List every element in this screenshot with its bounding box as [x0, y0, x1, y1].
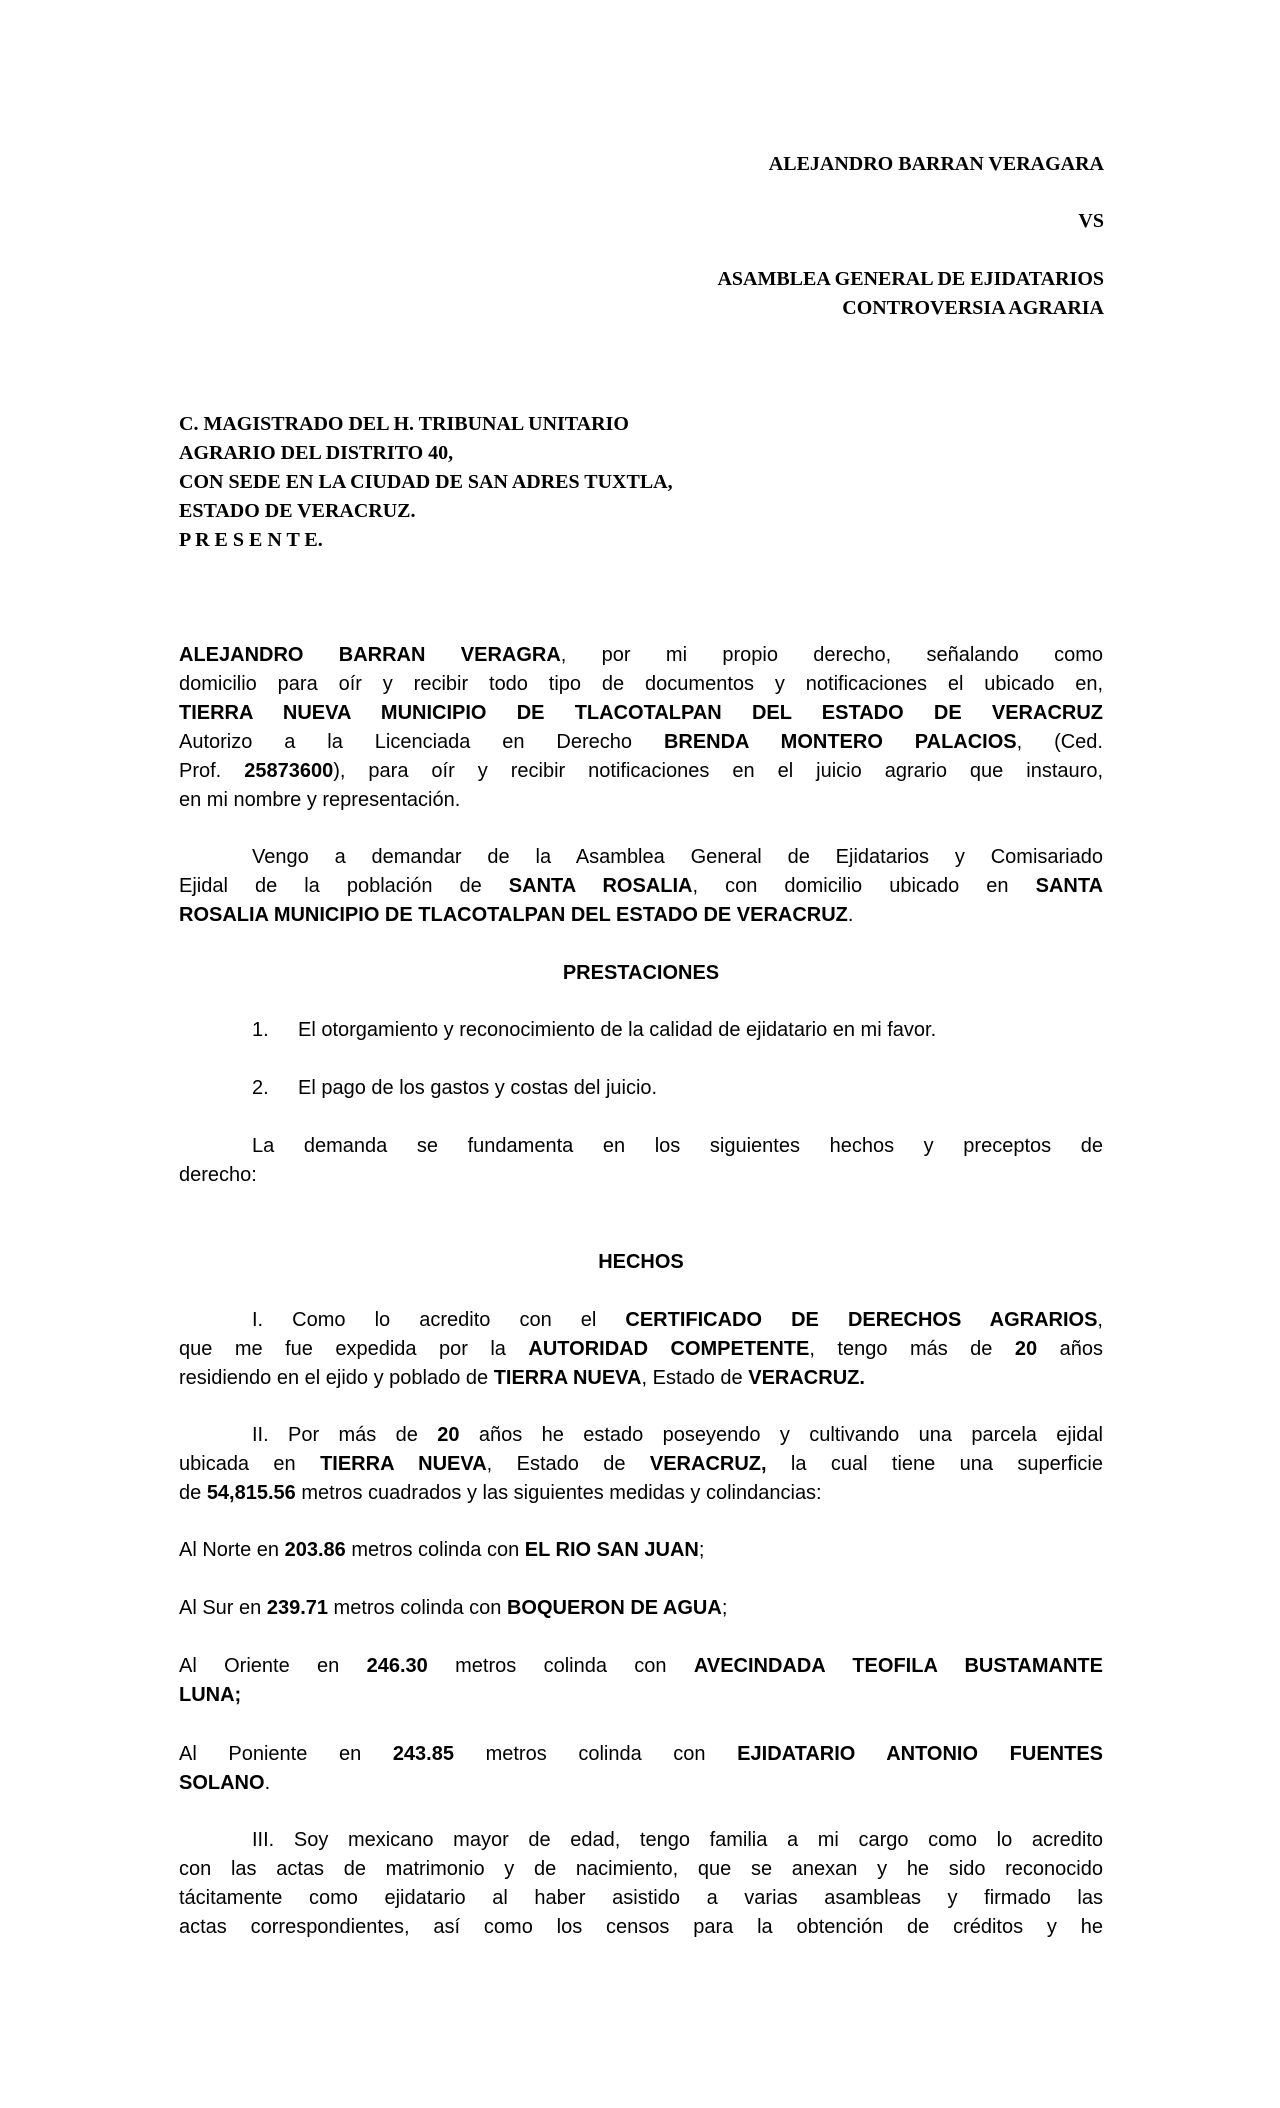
item-number: 1. — [252, 1019, 269, 1041]
text: actas correspondientes, así como los censos para la obtención de créditos y he — [179, 1916, 1103, 1938]
text-line — [179, 641, 1103, 670]
plaintiff-name: ALEJANDRO BARRAN VERAGARA — [768, 153, 1104, 175]
bold-text: VERACRUZ, — [649, 1453, 767, 1475]
bold-text: BOQUERON DE AGUA — [506, 1597, 722, 1619]
prestacion-item — [252, 1016, 936, 1045]
text: La demanda se fundamenta en los siguientes hechos y preceptos de — [252, 1135, 1103, 1157]
item-text: El otorgamiento y reconocimiento de la calidad de ejidatario en mi favor. — [298, 1019, 937, 1041]
addressee-line: C. MAGISTRADO DEL H. TRIBUNAL UNITARIO — [179, 413, 629, 435]
text: . — [847, 904, 854, 926]
text: metros colinda con — [453, 1743, 738, 1765]
demand-paragraph — [179, 843, 1103, 930]
addressee-line: CON SEDE EN LA CIUDAD DE SAN ADRES TUXTLA, — [179, 471, 673, 493]
text: ; — [698, 1539, 705, 1561]
text-line — [179, 1913, 1103, 1942]
text: metros cuadrados y las siguientes medidas y colindancias: — [295, 1482, 822, 1504]
bold-text: 239.71 — [266, 1597, 328, 1619]
text: metros colinda con — [345, 1539, 525, 1561]
text: I. Como lo acredito con el — [252, 1309, 626, 1331]
text-line — [179, 1594, 1103, 1623]
text-line — [179, 786, 1103, 815]
defendant-name: ASAMBLEA GENERAL DE EJIDATARIOS — [717, 268, 1104, 290]
text: residiendo en el ejido y poblado de — [179, 1367, 494, 1389]
text: metros colinda con — [328, 1597, 507, 1619]
text: de — [179, 1482, 207, 1504]
text-line — [179, 757, 1103, 786]
text-line — [179, 1479, 1103, 1508]
text: , tengo más de — [809, 1338, 1015, 1360]
boundary-north — [179, 1536, 1103, 1565]
bold-text: ROSALIA MUNICIPIO DE TLACOTALPAN DEL ESTADO DE VERACRUZ — [179, 904, 848, 926]
hechos-title: HECHOS — [598, 1251, 684, 1273]
bold-text: 20 — [1014, 1338, 1038, 1360]
text-line — [179, 1740, 1103, 1769]
text: , Estado de — [486, 1453, 650, 1475]
bold-text: SANTA ROSALIA — [508, 875, 693, 897]
text-line — [179, 1681, 1103, 1710]
text: en mi nombre y representación. — [179, 789, 461, 811]
text: , por mi propio derecho, señalando como — [560, 644, 1103, 666]
text-line — [179, 1652, 1103, 1681]
text: metros colinda con — [427, 1655, 694, 1677]
bold-text: 20 — [437, 1424, 460, 1446]
presente-line: P R E S E N T E. — [179, 529, 323, 551]
hecho-3-paragraph — [179, 1826, 1103, 1942]
bold-text: ALEJANDRO BARRAN VERAGRA — [179, 644, 561, 666]
boundary-east — [179, 1652, 1103, 1710]
text-line — [179, 1132, 1103, 1161]
text-line — [179, 1826, 1103, 1855]
text-line — [179, 872, 1103, 901]
bold-text: 246.30 — [366, 1655, 428, 1677]
boundary-south — [179, 1594, 1103, 1623]
addressee-line: AGRARIO DEL DISTRITO 40, — [179, 442, 454, 464]
text: , — [1097, 1309, 1103, 1331]
boundary-west — [179, 1740, 1103, 1798]
text-line — [179, 1450, 1103, 1479]
text-line — [179, 1306, 1103, 1335]
prestaciones-heading — [179, 959, 1103, 988]
bold-text: SANTA — [1035, 875, 1104, 897]
bold-text: TIERRA NUEVA MUNICIPIO DE TLACOTALPAN DEL ESTADO DE VERACRUZ — [179, 702, 1103, 724]
bold-text: TIERRA NUEVA — [493, 1367, 642, 1389]
text: II. Por más de — [252, 1424, 438, 1446]
bold-text: EJIDATARIO ANTONIO FUENTES — [737, 1743, 1103, 1765]
text-line — [179, 843, 1103, 872]
text: ubicada en — [179, 1453, 321, 1475]
text: Vengo a demandar de la Asamblea General de Ejidatarios y Comisariado — [252, 846, 1103, 868]
text: III. Soy mexicano mayor de edad, tengo familia a mi cargo como lo acredito — [252, 1829, 1103, 1851]
text: Al Oriente en — [179, 1655, 367, 1677]
intro-paragraph — [179, 641, 1103, 815]
text: Al Sur en — [179, 1597, 267, 1619]
case-type: CONTROVERSIA AGRARIA — [842, 297, 1104, 319]
text-line — [179, 901, 1103, 930]
text: , con domicilio ubicado en — [692, 875, 1036, 897]
text: ; — [721, 1597, 728, 1619]
item-text: El pago de los gastos y costas del juicio. — [298, 1077, 658, 1099]
text-line — [179, 1161, 1103, 1190]
text-line — [179, 1421, 1103, 1450]
addressee-line: ESTADO DE VERACRUZ. — [179, 500, 416, 522]
prestaciones-title: PRESTACIONES — [562, 962, 720, 984]
bold-text: 54,815.56 — [206, 1482, 296, 1504]
text: años he estado poseyendo y cultivando una parcela ejidal — [459, 1424, 1103, 1446]
bold-text: VERACRUZ. — [748, 1367, 865, 1389]
bold-text: CERTIFICADO DE DERECHOS AGRARIOS — [625, 1309, 1098, 1331]
text: Al Poniente en — [179, 1743, 393, 1765]
text-line — [179, 1536, 1103, 1565]
text: Ejidal de la población de — [179, 875, 509, 897]
text: ), para oír y recibir notificaciones en el juicio agrario que instauro, — [333, 760, 1103, 782]
versus-label: VS — [1078, 210, 1104, 232]
text: . — [264, 1772, 271, 1794]
text: domicilio para oír y recibir todo tipo de documentos y notificaciones el ubicado en, — [179, 673, 1103, 695]
text: , Estado de — [641, 1367, 749, 1389]
text-line — [179, 1364, 1103, 1393]
text: años — [1037, 1338, 1103, 1360]
text-line — [179, 728, 1103, 757]
bold-text: 203.86 — [284, 1539, 346, 1561]
text: la cual tiene una superficie — [766, 1453, 1104, 1475]
text-line — [179, 1884, 1103, 1913]
text: derecho: — [179, 1164, 257, 1186]
text-line — [179, 1769, 1103, 1798]
text: , (Ced. — [1016, 731, 1103, 753]
hecho-1-paragraph — [179, 1306, 1103, 1393]
bold-text: 243.85 — [392, 1743, 454, 1765]
bold-text: BRENDA MONTERO PALACIOS — [663, 731, 1017, 753]
hechos-heading — [179, 1248, 1103, 1277]
text-line — [179, 1335, 1103, 1364]
bold-text: TIERRA NUEVA — [320, 1453, 487, 1475]
text: Prof. — [179, 760, 245, 782]
text-line — [179, 1855, 1103, 1884]
bold-text: SOLANO — [179, 1772, 265, 1794]
fundamento-paragraph — [179, 1132, 1103, 1190]
bold-text: AVECINDADA TEOFILA BUSTAMANTE — [693, 1655, 1103, 1677]
text-line — [179, 699, 1103, 728]
text: Al Norte en — [179, 1539, 285, 1561]
bold-text: AUTORIDAD COMPETENTE — [528, 1338, 810, 1360]
text: Autorizo a la Licenciada en Derecho — [179, 731, 664, 753]
hecho-2-paragraph — [179, 1421, 1103, 1508]
text: tácitamente como ejidatario al haber asistido a varias asambleas y firmado las — [179, 1887, 1103, 1909]
bold-text: LUNA; — [179, 1684, 242, 1706]
bold-text: 25873600 — [244, 760, 334, 782]
bold-text: EL RIO SAN JUAN — [524, 1539, 699, 1561]
prestacion-item — [252, 1074, 657, 1103]
text: con las actas de matrimonio y de nacimiento, que se anexan y he sido reconocido — [179, 1858, 1103, 1880]
text: que me fue expedida por la — [179, 1338, 529, 1360]
text-line — [179, 670, 1103, 699]
item-number: 2. — [252, 1077, 269, 1099]
